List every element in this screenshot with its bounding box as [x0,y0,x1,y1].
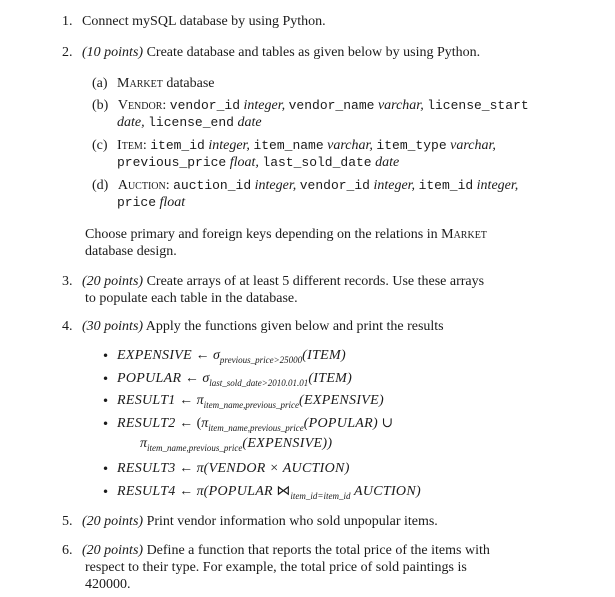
points-label: (10 points) [82,45,144,60]
bullet-icon: • [102,462,110,476]
assign-arrow: ← [179,416,194,431]
formula-argument: AUCTION) [353,484,421,499]
attribute-type: date, [117,115,145,130]
item-2 [62,45,480,61]
relation-name: Item: [117,138,147,153]
item-3 [62,274,484,290]
item-6-cont2 [85,577,131,593]
bullet-icon: • [102,485,110,499]
relation-name: Market [441,227,487,242]
formula-result2 [117,416,393,432]
item-number: 4. [62,319,73,334]
open-paren: ( [196,416,202,431]
relation-name: Auction: [117,178,170,193]
attribute-name: auction_id [173,178,252,193]
attribute-name: vendor_id [299,178,370,193]
formula-argument: (ITEM) [308,371,353,386]
item-number: 5. [62,514,73,529]
item-text: Define a function that reports the total price of the items with [146,543,490,558]
formula-argument: (EXPENSIVE) [299,393,384,408]
project-operator: π [196,484,204,499]
subitem-label: (d) [92,178,109,193]
formula-argument: (POPULAR [203,484,273,499]
project-operator: π [196,393,204,408]
formula-argument: (EXPENSIVE)) [242,436,333,451]
attribute-name: item_type [376,138,447,153]
item-text: 420000. [85,577,131,592]
formula-popular [117,371,352,387]
attribute-name: item_id [418,178,474,193]
points-label: (30 points) [82,319,144,334]
attribute-type: integer, [243,98,286,113]
item-text: Print vendor information who sold unpopular items. [146,514,438,529]
subitem-b-cont [117,115,262,131]
subitem-c-cont [117,155,399,171]
formula-lhs: EXPENSIVE [117,348,193,363]
item-5 [62,514,438,530]
item-text: Create arrays of at least 5 different records. Use these arrays [146,274,485,289]
attribute-type: varchar, [450,138,496,153]
points-label: (20 points) [82,274,144,289]
bullet-icon: • [102,372,110,386]
attribute-type: integer, [373,178,416,193]
formula-result4 [117,484,421,500]
attribute-name: license_end [148,115,234,130]
note-text: database design. [85,244,177,259]
attribute-name: vendor_name [288,98,375,113]
attribute-name: license_start [427,98,529,113]
operator-condition: item_name,previous_price [208,423,304,433]
formula-result3 [117,461,350,477]
item-2-note-cont [85,244,177,260]
operator-condition: previous_price>25000 [219,355,303,365]
subitem-text: database [166,76,215,91]
attribute-type: date [375,155,400,170]
assign-arrow: ← [179,393,194,408]
points-label: (20 points) [82,543,144,558]
relation-name: Vendor: [117,98,167,113]
subitem-d-cont [117,195,185,211]
item-text: Apply the functions given below and print the results [145,319,444,334]
formula-argument: (ITEM) [302,348,346,363]
item-text: respect to their type. For example, the total price of sold paintings is [85,560,467,575]
formula-argument: (VENDOR × AUCTION) [203,461,350,476]
item-1 [62,14,326,30]
points-label: (20 points) [82,514,144,529]
formula-result2-cont [140,436,332,452]
bullet-icon: • [102,417,110,431]
project-operator: π [140,436,148,451]
attribute-name: vendor_id [169,98,240,113]
item-number: 2. [62,45,73,60]
item-number: 3. [62,274,73,289]
note-text: Choose primary and foreign keys depending on the relations in [85,227,438,242]
formula-lhs: RESULT4 [117,484,176,499]
formula-result1 [117,393,384,409]
item-number: 1. [62,14,73,29]
subitem-a [92,76,215,92]
attribute-name: price [117,195,157,210]
item-3-cont [85,291,298,307]
project-operator: π [196,461,204,476]
attribute-type: integer, [208,138,250,153]
join-operator: ⋈ [276,484,291,499]
attribute-type: integer, [476,178,519,193]
subitem-label: (b) [92,98,109,113]
item-6-cont [85,560,467,576]
select-operator: σ [202,371,210,386]
relation-name: Market [117,76,163,91]
subitem-label: (c) [92,138,108,153]
subitem-d [92,178,518,194]
attribute-name: item_id [150,138,205,153]
formula-lhs: RESULT3 [117,461,176,476]
assign-arrow: ← [195,348,210,363]
item-2-note [85,227,487,243]
assign-arrow: ← [179,484,194,499]
item-text: Create database and tables as given below by using Python. [146,45,481,60]
formula-lhs: RESULT1 [117,393,176,408]
item-4 [62,319,444,335]
item-text: Connect mySQL database by using Python. [82,14,326,29]
operator-condition: item_id=item_id [290,491,351,501]
attribute-type: varchar, [377,98,424,113]
attribute-type: date [237,115,262,130]
project-operator: π [201,416,209,431]
assign-arrow: ← [179,461,194,476]
formula-lhs: POPULAR [117,371,182,386]
attribute-type: varchar, [327,138,373,153]
attribute-name: last_sold_date [262,155,372,170]
item-text: to populate each table in the database. [85,291,298,306]
bullet-icon: • [102,394,110,408]
subitem-c [92,138,496,154]
attribute-name: previous_price [117,155,227,170]
attribute-type: float, [229,155,259,170]
formula-expensive [117,348,346,364]
attribute-type: float [159,195,186,210]
bullet-icon: • [102,349,110,363]
operator-condition: item_name,previous_price [147,443,243,453]
item-number: 6. [62,543,73,558]
attribute-type: integer, [254,178,297,193]
formula-lhs: RESULT2 [117,416,176,431]
union-operator: ∪ [381,416,394,431]
formula-argument: (POPULAR) [303,416,378,431]
attribute-name: item_name [253,138,324,153]
operator-condition: item_name,previous_price [203,400,300,410]
subitem-b [92,98,529,114]
item-6 [62,543,490,559]
assign-arrow: ← [184,371,199,386]
subitem-label: (a) [92,76,108,91]
operator-condition: last_sold_date>2010.01.01 [209,378,309,388]
select-operator: σ [213,348,220,363]
